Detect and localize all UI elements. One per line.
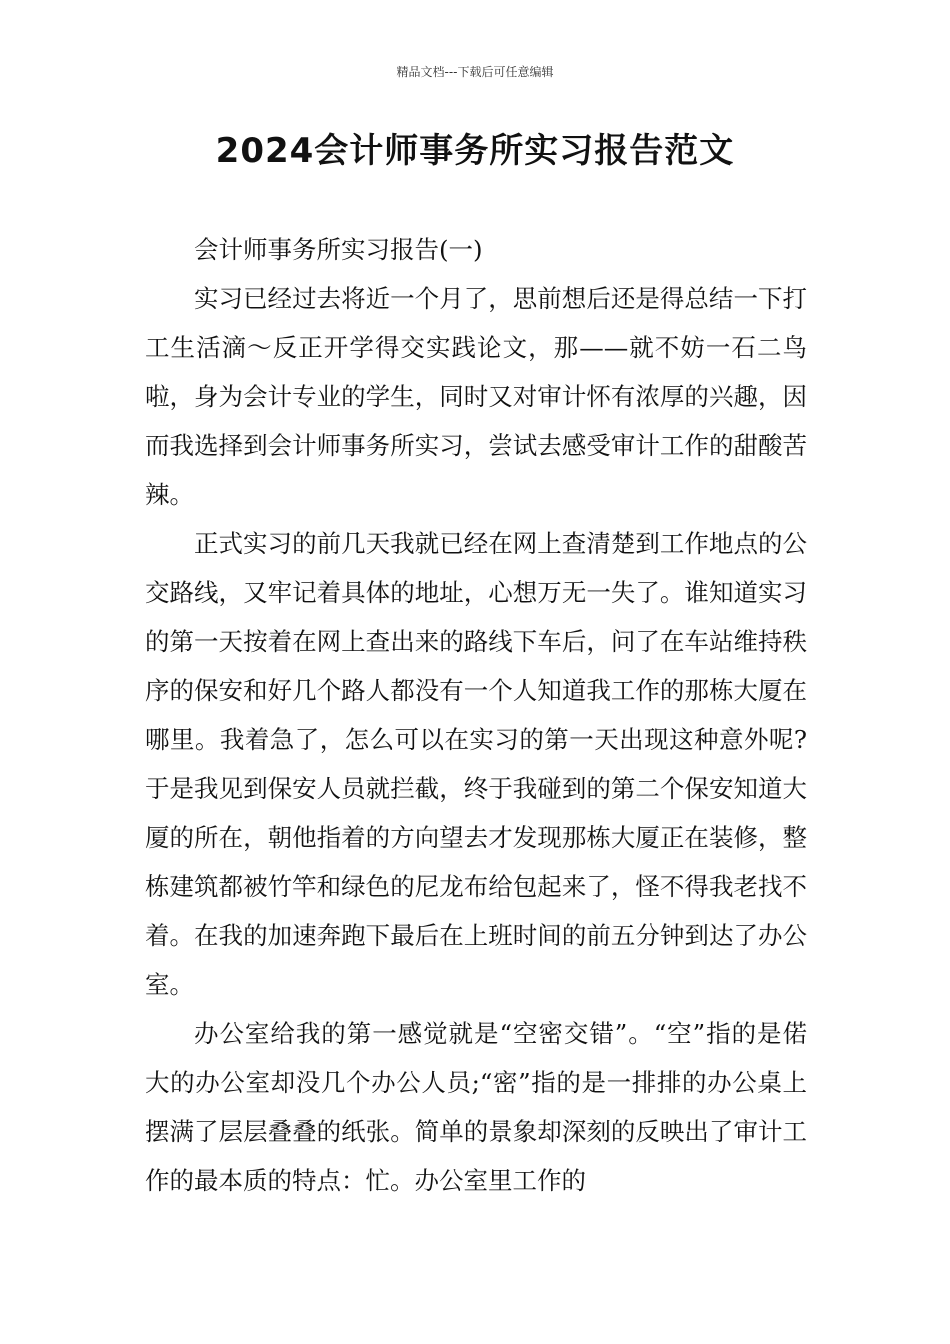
subtitle-paragraph: 会计师事务所实习报告(一) [194,235,483,264]
document-title: 2024会计师事务所实习报告范文 [215,131,735,171]
document-body [145,225,807,1205]
body-paragraph: 正式实习的前几天我就已经在网上查清楚到工作地点的公交路线，又牢记着具体的地址，心想万无一失了。谁知道实习的第一天按着在网上查出来的路线下车后，问了在车站维持秩序的保安和好几个路人都没有一个人知道我工作的那栋大厦在哪里。我着急了，怎么可以在实习的第一天出现这种意外呢?于是我见到保安人员就拦截，终于我碰到的第二个保安知道大厦的所在，朝他指着的方向望去才发现那栋大厦正在装修，整栋建筑都被竹竿和绿色的尼龙布给包起来了，怪不得我老找不着。在我的加速奔跑下最后在上班时间的前五分钟到达了办公室。 [145,529,807,999]
body-paragraph: 办公室给我的第一感觉就是“空密交错”。“空”指的是偌大的办公室却没几个办公人员;“密”指的是一排排的办公桌上摆满了层层叠叠的纸张。简单的景象却深刻的反映出了审计工作的最本质的特点：忙。办公室里工作的 [145,1019,807,1195]
body-paragraph: 实习已经过去将近一个月了，思前想后还是得总结一下打工生活滴～反正开学得交实践论文，那——就不妨一石二鸟啦，身为会计专业的学生，同时又对审计怀有浓厚的兴趣，因而我选择到会计师事务所实习，尝试去感受审计工作的甜酸苦辣。 [145,284,807,509]
page-header: 精品文档---下载后可任意编辑 [396,65,554,79]
